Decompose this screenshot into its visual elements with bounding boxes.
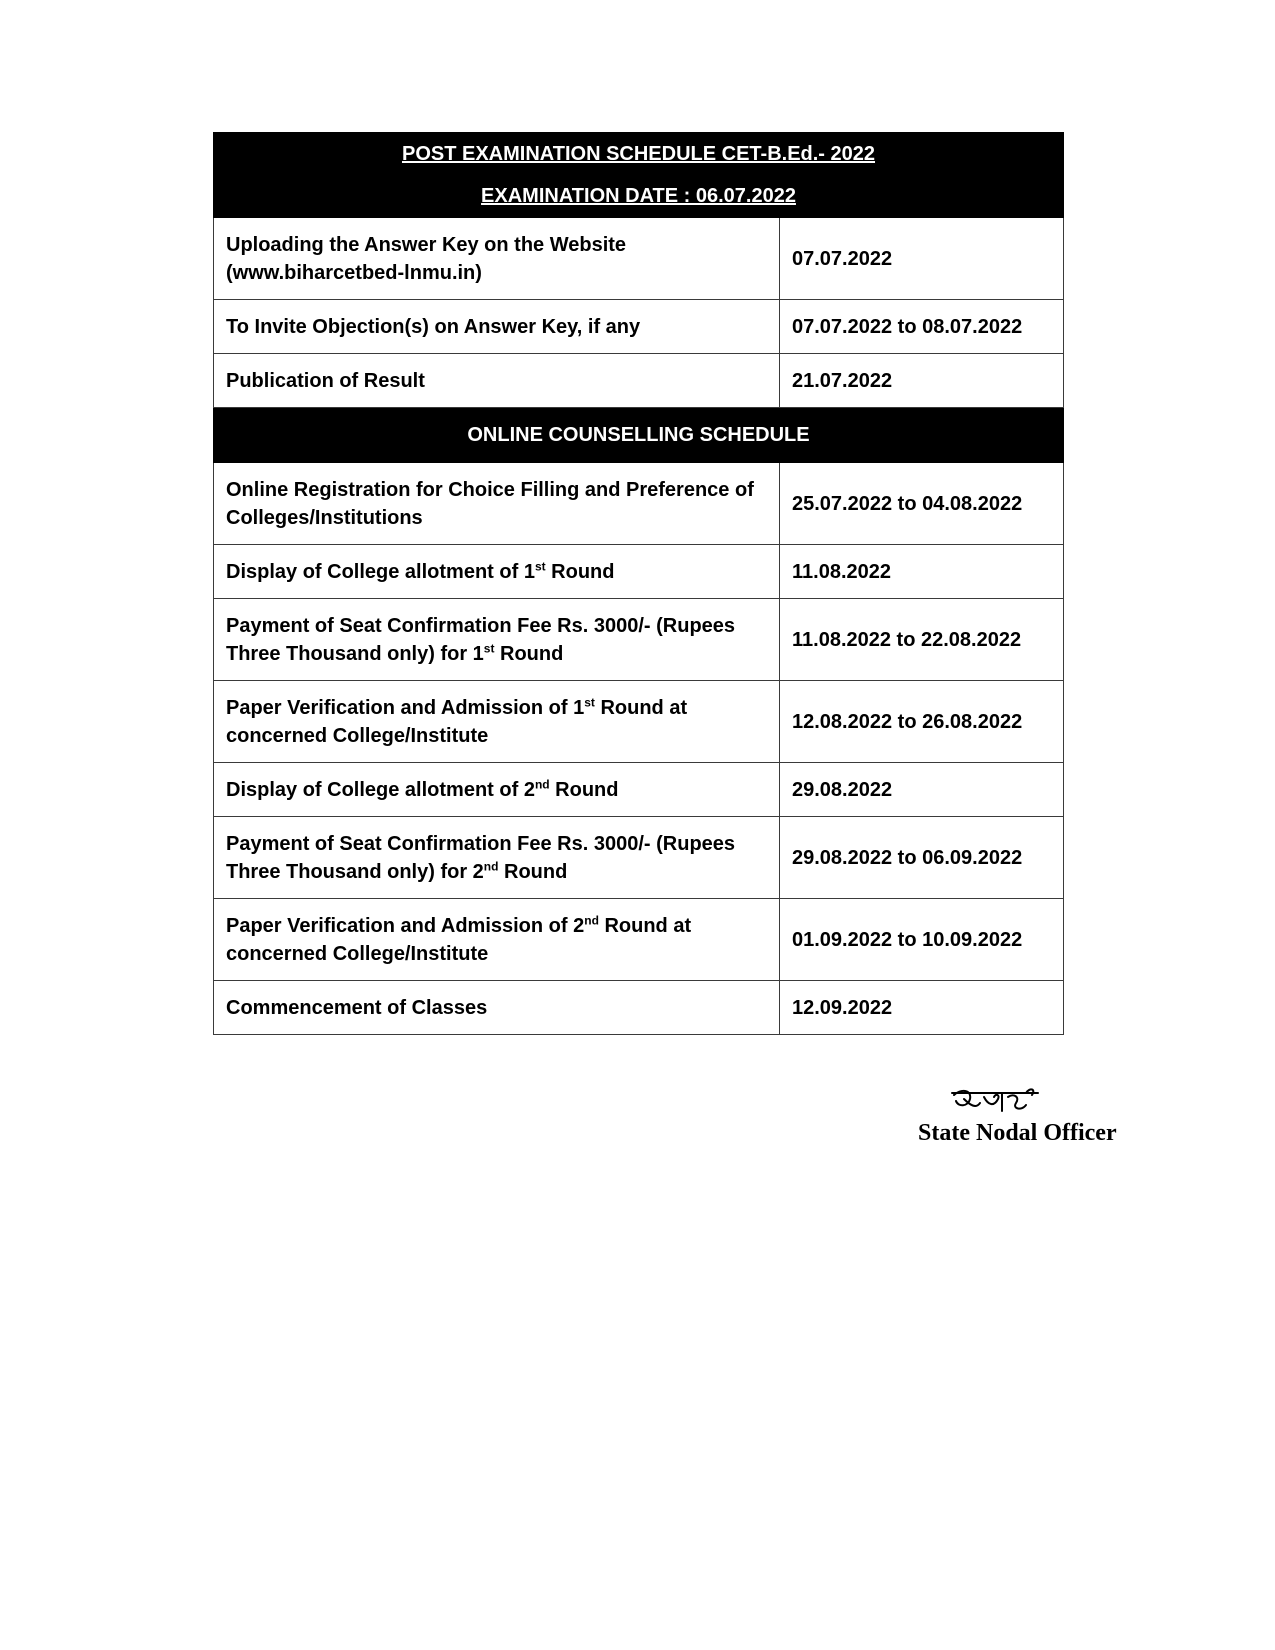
event-cell: Online Registration for Choice Filling and Preference of Colleges/Institutions: [214, 463, 780, 545]
event-cell: Paper Verification and Admission of 1st Round at concerned College/Institute: [214, 681, 780, 763]
signatory-designation: State Nodal Officer: [918, 1120, 1117, 1146]
table-row: [214, 681, 1064, 763]
table-row: [214, 899, 1064, 981]
table-row: [214, 763, 1064, 817]
schedule-table: [213, 132, 1064, 1035]
date-cell: 21.07.2022: [780, 354, 1064, 408]
event-cell: Commencement of Classes: [214, 981, 780, 1035]
date-cell: 12.08.2022 to 26.08.2022: [780, 681, 1064, 763]
counselling-heading: ONLINE COUNSELLING SCHEDULE: [214, 408, 1064, 463]
date-cell: 12.09.2022: [780, 981, 1064, 1035]
table-row: [214, 218, 1064, 300]
date-cell: 25.07.2022 to 04.08.2022: [780, 463, 1064, 545]
table-row: [214, 599, 1064, 681]
event-cell: To Invite Objection(s) on Answer Key, if any: [214, 300, 780, 354]
date-cell: 29.08.2022: [780, 763, 1064, 817]
table-row: [214, 463, 1064, 545]
event-cell: Payment of Seat Confirmation Fee Rs. 3000/- (Rupees Three Thousand only) for 2nd Round: [214, 817, 780, 899]
handwritten-signature: [950, 1085, 1040, 1121]
table-row: [214, 354, 1064, 408]
date-cell: 11.08.2022: [780, 545, 1064, 599]
date-cell: 07.07.2022 to 08.07.2022: [780, 300, 1064, 354]
table-header: [214, 133, 1064, 218]
event-cell: Payment of Seat Confirmation Fee Rs. 3000/- (Rupees Three Thousand only) for 1st Round: [214, 599, 780, 681]
schedule-title: POST EXAMINATION SCHEDULE CET-B.Ed.- 2022: [401, 143, 876, 165]
date-cell: 11.08.2022 to 22.08.2022: [780, 599, 1064, 681]
date-cell: 29.08.2022 to 06.09.2022: [780, 817, 1064, 899]
date-cell: 07.07.2022: [780, 218, 1064, 300]
event-cell: Uploading the Answer Key on the Website (www.biharcetbed-lnmu.in): [214, 218, 780, 300]
table-row: [214, 981, 1064, 1035]
event-cell: Publication of Result: [214, 354, 780, 408]
event-cell: Display of College allotment of 2nd Round: [214, 763, 780, 817]
table-row: [214, 300, 1064, 354]
event-cell: Display of College allotment of 1st Round: [214, 545, 780, 599]
table-row: [214, 545, 1064, 599]
examination-date: EXAMINATION DATE : 06.07.2022: [481, 185, 796, 207]
date-cell: 01.09.2022 to 10.09.2022: [780, 899, 1064, 981]
event-cell: Paper Verification and Admission of 2nd Round at concerned College/Institute: [214, 899, 780, 981]
table-row: [214, 817, 1064, 899]
section-header: [214, 408, 1064, 463]
